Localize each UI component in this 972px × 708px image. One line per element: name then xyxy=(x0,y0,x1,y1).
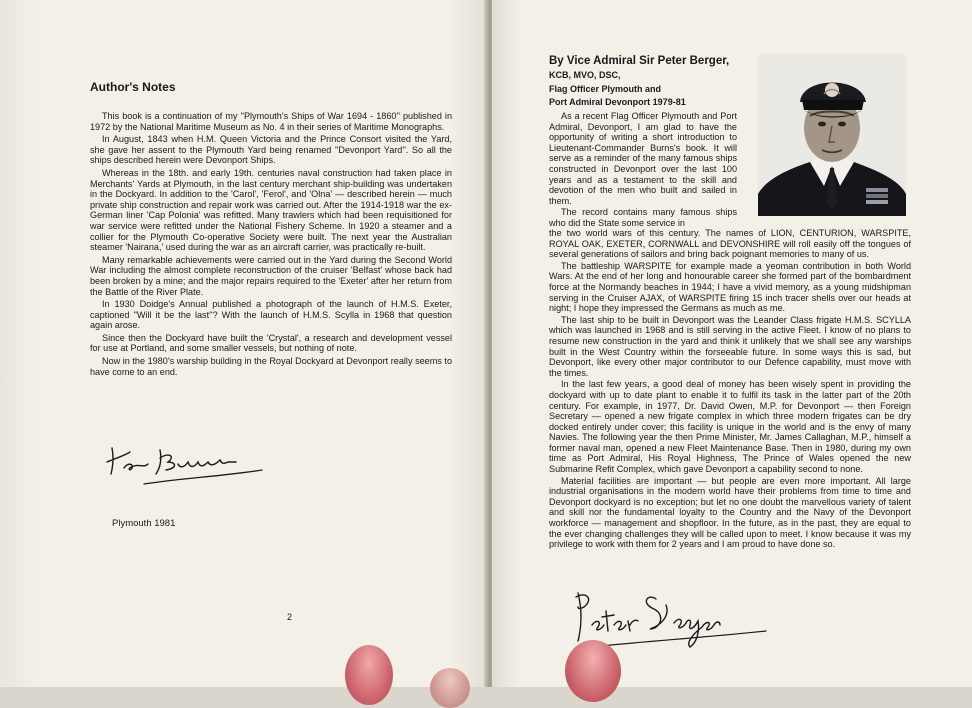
fingertip-left xyxy=(345,645,393,705)
paragraph: In August, 1843 when H.M. Queen Victoria and the Prince Consort visited the Yard, she gave her assent to the Plymouth Yard being renamed ''Devonport Yard''. So all the ships described herein were Devonport Ships. xyxy=(90,134,452,166)
page-title: Author's Notes xyxy=(90,80,176,94)
paragraph: Now in the 1980's warship building in the Royal Dockyard at Devonport really seems to have come to an end. xyxy=(90,356,452,377)
byline-role-1: Flag Officer Plymouth and xyxy=(549,84,662,94)
paragraph: Material facilities are important — but people are even more important. All large industrial organisations in the modern world have their problems from time to time and Devonport dockyard is no exception; but let no one doubt the marvellous variety of talent and skill nor the fundamental loyalty to the Country and the Navy of the Devonport workforce — management and shopfloor. In the future, as in the past, they are equal to the ever changing challenges they will be called upon to meet. I know because it was my privilege to work with them for 2 years and I am proud to have done so. xyxy=(549,475,911,550)
authors-notes-body xyxy=(90,111,452,379)
paragraph: Many remarkable achievements were carried out in the Yard during the Second World War including the almost complete reconstruction of the cruiser 'Belfast' whose back had been broken by a mine; and the major repairs required to the 'Exeter' after her return from the Battle of the River Plate. xyxy=(90,254,452,297)
fingertip-right xyxy=(565,640,621,702)
paragraph: This book is a continuation of my ''Plymouth's Ships of War 1694 - 1860'' published in 1972 by the National Maritime Museum as No. 4 in their series of Maritime Monographs. xyxy=(90,111,452,132)
paragraph: Whereas in the 18th. and early 19th. centuries naval construction had taken place in Merchants' Yards at Plymouth, in the last century merchant ship-building was undertaken in the Dockyard. In addition to the 'Carol', 'Ferol', and 'Olna' — described herein — much private ship construction and repair work was carried out. After the 1914-1918 war the ex-German liner 'Cap Polonia' was refitted. Many trawlers which had been requisitioned for war service were refitted under the National Fishery Scheme. In 1920 a steamer and a collier for the Plymouth Co-operative Society were built. The next year the Australian steamer 'Nairana,' used during the war as an aircraft carrier, was practically re-built. xyxy=(90,167,452,253)
paragraph: Since then the Dockyard have built the 'Crystal', a research and development vessel for use at Portland, and some smaller vessels, but nothing of note. xyxy=(90,332,452,354)
paragraph: The battleship WARSPITE for example made a yeoman contribution in both World Wars. At the end of her long and honourable career she formed part of the bombardment force at the Normandy beaches in 1944; I have a vivid memory, as a young midshipman serving in the Cruiser AJAX, of WARSPITE firing 15 inch tracer shells over our heads at night; I hope they impressed the Germans as much as me. xyxy=(549,260,911,314)
paragraph: The last ship to be built in Devonport was the Leander Class frigate H.M.S. SCYLLA which was launched in 1968 and is still serving in the active Fleet. I know of no plans to resume new construction in the yard and think it unlikely that we shall see any warships built in the West Country within the forseeable future. In some ways this is sad, but Devonport, like every other major contributor to our Defence capability, must move with the times. xyxy=(549,314,911,378)
paragraph: As a recent Flag Officer Plymouth and Port Admiral, Devonport, I am glad to have the opportunity of writing a short introduction to Lieutenant-Commander Burns's book. It will serve as a reminder of the many famous ships constructed in Devonport over the last 100 years and as a testament to the skill and devotion of the men who built and sailed in them. xyxy=(549,111,737,206)
page-number: 2 xyxy=(287,612,293,622)
place-date: Plymouth 1981 xyxy=(112,518,176,529)
author-signature xyxy=(104,438,274,498)
paragraph: The record contains many famous ships who did the State some service in xyxy=(549,207,737,228)
byline-honours: KCB, MVO, DSC, xyxy=(549,70,621,80)
portrait-photo xyxy=(758,54,906,216)
byline-role-2: Port Admiral Devonport 1979-81 xyxy=(549,97,686,107)
byline-title: By Vice Admiral Sir Peter Berger, KCB, MVO, DSC, xyxy=(549,55,730,80)
paragraph: the two world wars of this century. The names of LION, CENTURION, WARSPITE, ROYAL OAK, EXETER, CORNWALL and DEVONSHIRE will roll easily off the tongues of several generations of sailors and bring back poignant memories to many of us. xyxy=(549,228,911,260)
foreword-body xyxy=(549,228,911,551)
paragraph: In 1930 Doidge's Annual published a photograph of the launch of H.M.S. Exeter, captioned ''Will it be the last''? With the launch of H.M.S. Scylla in 1968 that question again arose. xyxy=(90,299,452,331)
paragraph: In the last few years, a good deal of money has been wisely spent in providing the dockyard with up to date plant to enable it to fulfil its task in the latter part of the 20th century. For example, in 1977, Dr. David Owen, M.P. for Devonport — then Foreign Secretary — opened a new frigate complex in which three modern frigates can be dry docked entirely under cover; this facility is unique in the world and is the envy of many Navies. The following year the then Prime Minister, Mr. James Callaghan, M.P., himself a former naval man, opened a new Fleet Maintenance Base. Then in 1980, during my own time as Port Admiral, His Royal Highness, The Prince of Wales opened the new Submarine Refit Complex, which gave Devonport a capability second to none. xyxy=(549,379,911,475)
fingertip-middle xyxy=(430,668,470,708)
foreword-byline xyxy=(549,54,749,108)
foreword-intro xyxy=(549,111,737,230)
